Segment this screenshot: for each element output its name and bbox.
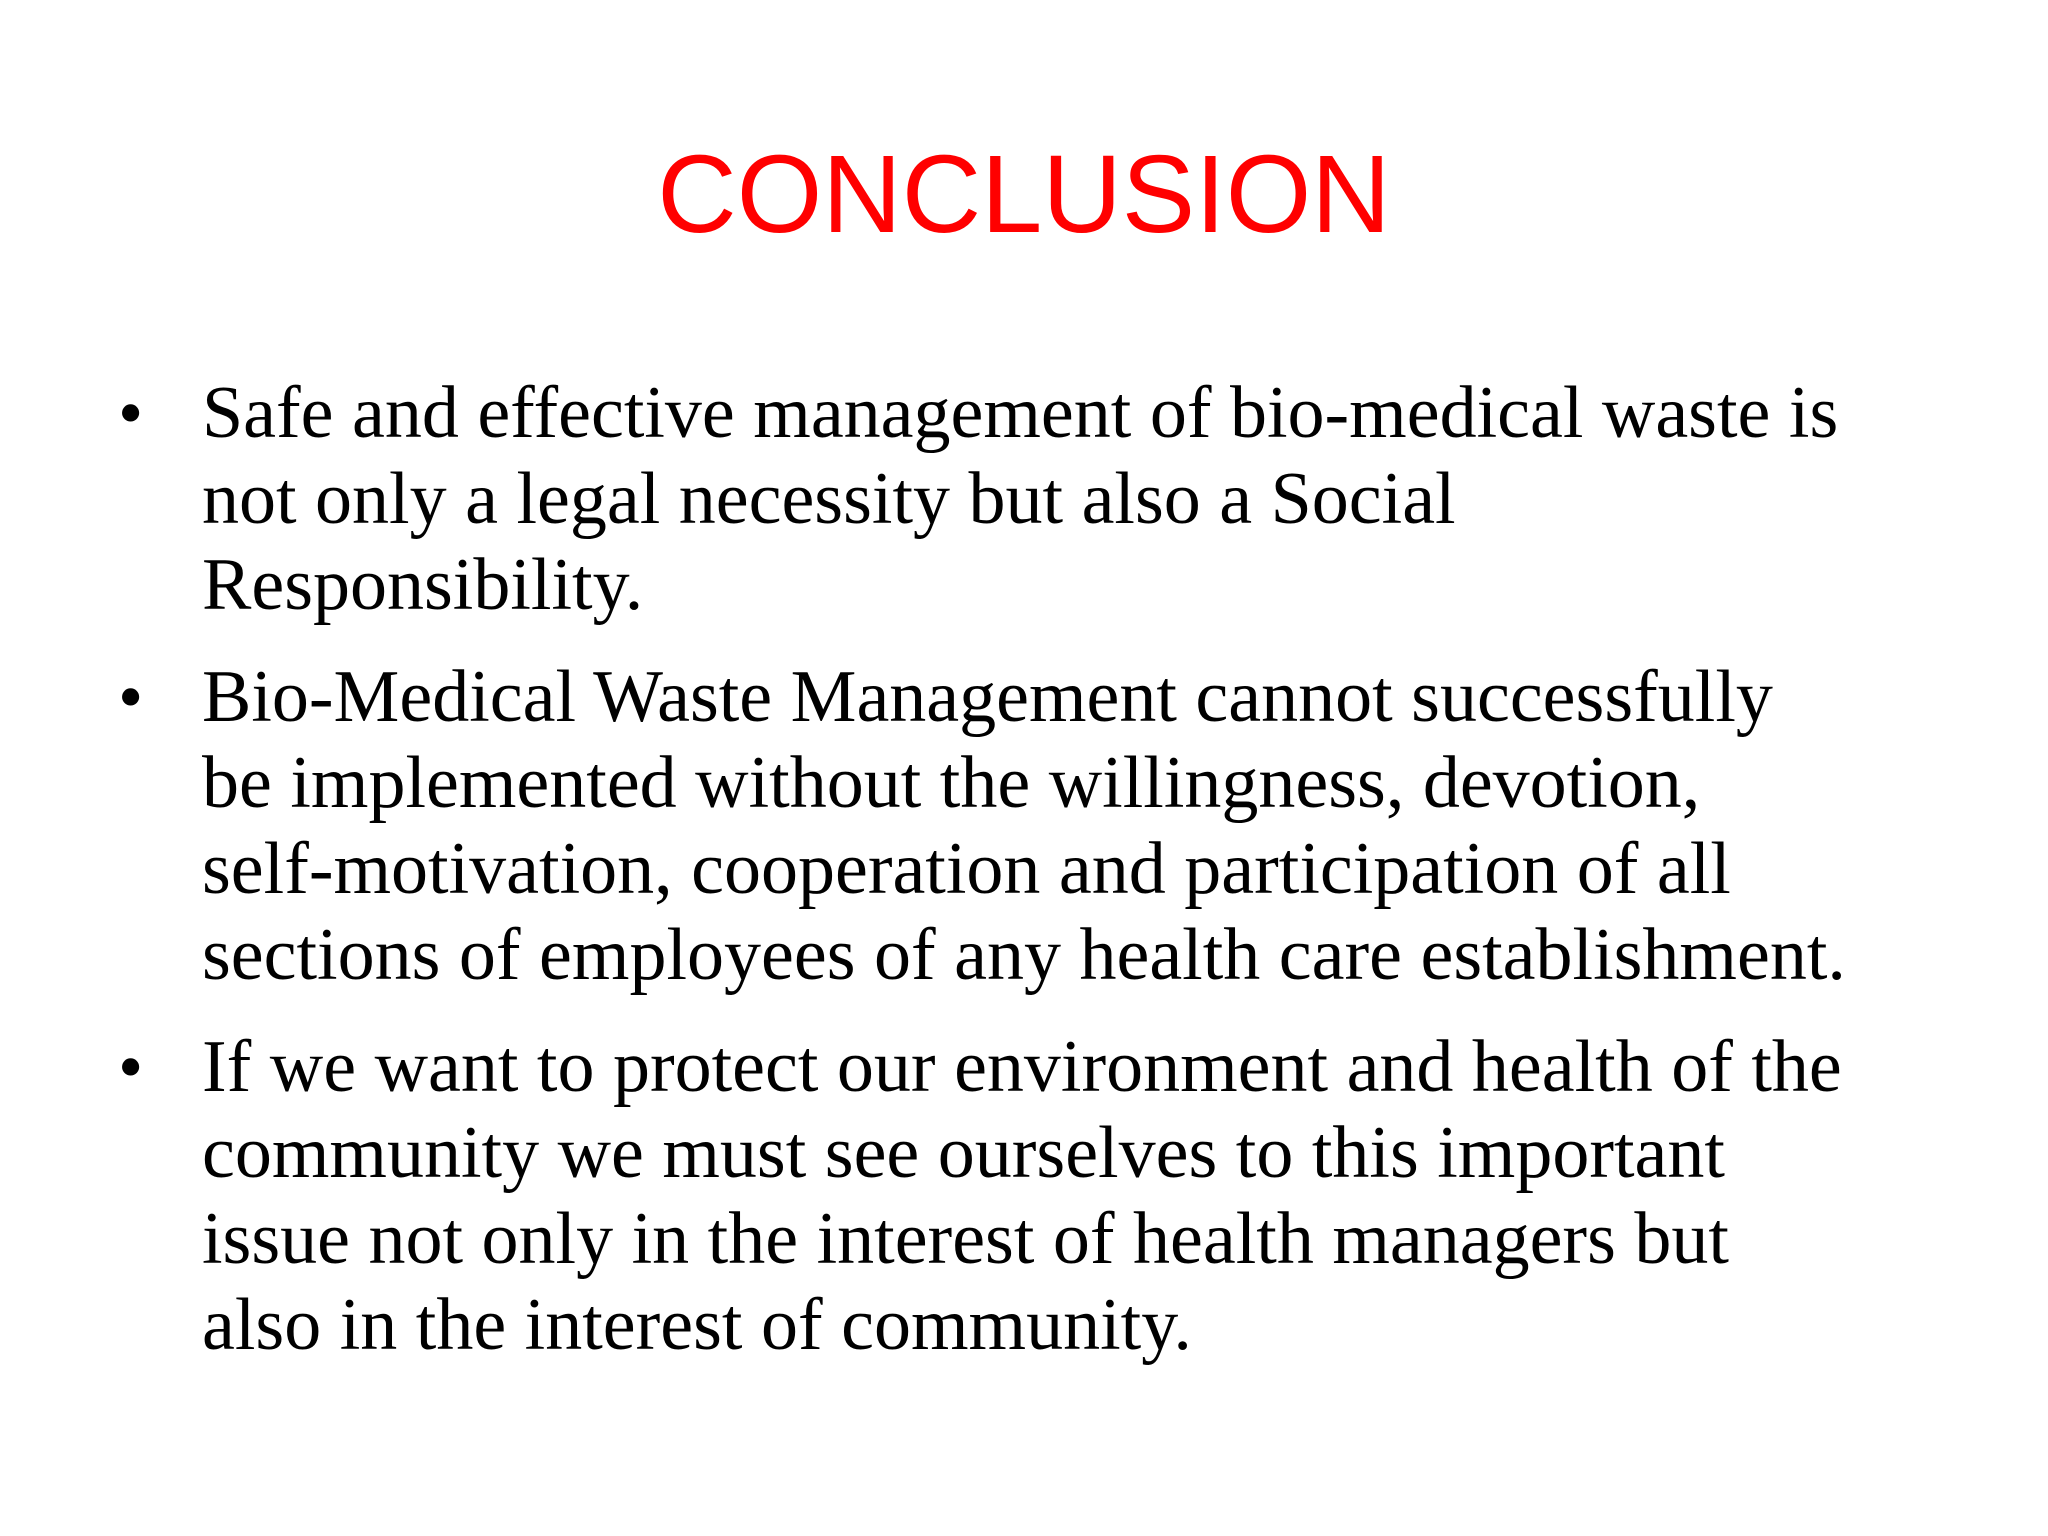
bullet-text: Bio-Medical Waste Management cannot successfully be implemented without the willingness, devotion, self-motivation, cooperation and participation of all sections of employees of any health care establishment. — [202, 656, 1846, 996]
bullet-text: If we want to protect our environment and health of the community we must see ourselves to this important issue not only in the interest of health managers but also in the interest of community. — [202, 1026, 1842, 1366]
bullet-marker: • — [118, 657, 144, 737]
bullet-marker: • — [118, 373, 144, 453]
bullet-marker: • — [118, 1027, 144, 1107]
slide-title: CONCLUSION — [657, 133, 1391, 256]
bullet-item — [0, 654, 2048, 998]
bullet-item — [0, 370, 2048, 628]
bullet-item — [0, 1024, 2048, 1368]
bullet-list — [0, 370, 2048, 1394]
bullet-text: Safe and effective management of bio-medical waste is not only a legal necessity but also a Social Responsibility. — [202, 372, 1839, 626]
